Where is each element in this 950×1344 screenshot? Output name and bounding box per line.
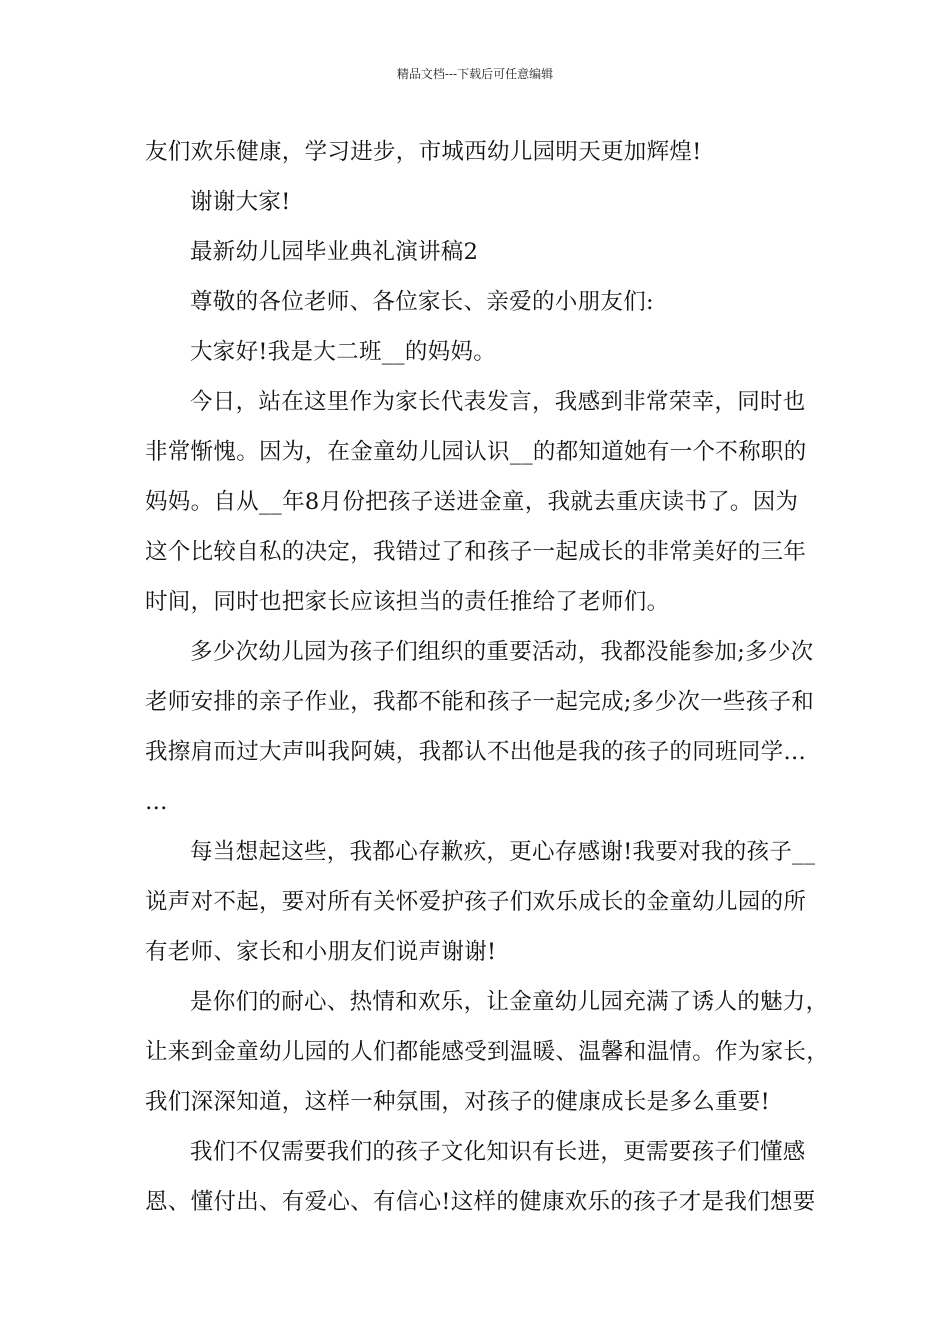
- text-line: 我擦肩而过大声叫我阿姨，我都认不出他是我的孩子的同班同学…: [145, 739, 807, 765]
- text-line: 时间，同时也把家长应该担当的责任推给了老师们。: [145, 589, 670, 615]
- text-line: 今日，站在这里作为家长代表发言，我感到非常荣幸，同时也: [190, 389, 806, 415]
- document-body: [145, 127, 830, 1227]
- text-line: …: [145, 789, 168, 815]
- text-line: 大家好!我是大二班__的妈妈。: [190, 339, 497, 365]
- text-line: 老师安排的亲子作业，我都不能和孩子一起完成;多少次一些孩子和: [145, 689, 815, 715]
- text-line: 我们深深知道，这样一种氛围，对孩子的健康成长是多么重要!: [145, 1089, 770, 1115]
- text-line: 让来到金童幼儿园的人们都能感受到温暖、温馨和温情。作为家长，: [145, 1039, 830, 1065]
- text-line: 非常惭愧。因为，在金童幼儿园认识__的都知道她有一个不称职的: [145, 439, 807, 465]
- text-line: 这个比较自私的决定，我错过了和孩子一起成长的非常美好的三年: [145, 539, 807, 565]
- text-line: 妈妈。自从__年8月份把孩子送进金童，我就去重庆读书了。因为: [145, 489, 799, 515]
- text-line: 恩、懂付出、有爱心、有信心!这样的健康欢乐的孩子才是我们想要: [145, 1189, 816, 1215]
- text-line: 多少次幼儿园为孩子们组织的重要活动，我都没能参加;多少次: [190, 639, 814, 665]
- section-title: 最新幼儿园毕业典礼演讲稿2: [190, 239, 479, 265]
- text-line: 尊敬的各位老师、各位家长、亲爱的小朋友们:: [190, 289, 654, 315]
- text-line: 谢谢大家!: [190, 189, 291, 215]
- text-line: 友们欢乐健康，学习进步，市城西幼儿园明天更加辉煌!: [145, 139, 702, 165]
- text-line: 有老师、家长和小朋友们说声谢谢!: [145, 939, 497, 965]
- text-line: 是你们的耐心、热情和欢乐，让金童幼儿园充满了诱人的魅力，: [190, 989, 829, 1015]
- text-line: 我们不仅需要我们的孩子文化知识有长进，更需要孩子们懂感: [190, 1139, 806, 1165]
- page-header: 精品文档---下载后可任意编辑: [396, 67, 554, 81]
- text-line: 每当想起这些，我都心存歉疚，更心存感谢!我要对我的孩子__: [190, 839, 816, 865]
- text-line: 说声对不起，要对所有关怀爱护孩子们欢乐成长的金童幼儿园的所: [145, 889, 807, 915]
